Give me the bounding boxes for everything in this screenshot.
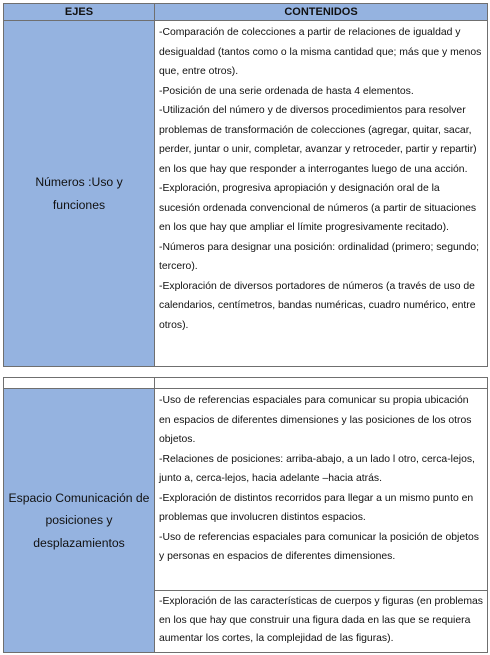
contenido-item: -Exploración de las características de cuerpos y figuras (en problemas en los que hay que construir una figura dada en las que se requiera aumentar los cortes, la complejidad de las figuras). <box>159 596 483 644</box>
contenido-item: -Uso de referencias espaciales para comunicar su propia ubicación en espacios de diferentes dimensiones y las posiciones de los otros objetos. <box>159 395 472 445</box>
contenido-item: -Comparación de colecciones a partir de relaciones de igualdad y desigualdad (tantos como o la misma cantidad que; más que y menos que, entre otros). <box>159 27 482 77</box>
contenido-item: -Uso de referencias espaciales para comunicar la posición de objetos y personas en espacios de diferentes dimensiones. <box>159 531 479 562</box>
table-espacio <box>3 377 488 653</box>
spacer-cell <box>155 378 488 389</box>
table-spacer-row <box>4 378 488 389</box>
contenidos-numeros <box>155 21 488 367</box>
contenido-item: -Posición de una serie ordenada de hasta 4 elementos. <box>159 85 414 97</box>
header-contenidos: CONTENIDOS <box>155 4 488 21</box>
contenido-item: -Exploración de distintos recorridos para llegar a un mismo punto en problemas que involucren distintos espacios. <box>159 492 474 523</box>
contenido-item: -Exploración de diversos portadores de números (a través de uso de calendarios, centímetros, bandas numéricas, cuadro numérico, entre otros). <box>159 280 476 331</box>
table-row <box>4 389 488 591</box>
table-numeros <box>3 3 488 367</box>
contenidos-espacio <box>155 389 488 591</box>
table-header-row <box>4 4 488 21</box>
eje-espacio: Espacio Comunicación de posiciones y desplazamientos <box>4 389 155 653</box>
contenido-item: -Números para designar una posición: ordinalidad (primero; segundo; tercero). <box>159 241 479 272</box>
contenido-item: -Relaciones de posiciones: arriba-abajo, a un lado l otro, cerca-lejos, junto a, cerca-lejos, hacia adelante –hacia atrás. <box>159 453 475 484</box>
spacer-cell <box>4 378 155 389</box>
table-row <box>4 21 488 367</box>
contenido-item: -Utilización del número y de diversos procedimientos para resolver problemas de transformación de colecciones (agregar, quitar, sacar, perder, juntar o unir, completar, avanzar y retroceder, partir y repartir) en los que hay que responder a interrogantes luego de una acción. <box>159 105 477 175</box>
header-ejes: EJES <box>4 4 155 21</box>
contenido-item: -Exploración, progresiva apropiación y designación oral de la sucesión ordenada convencional de números (a partir de situaciones en los que hay que ampliar el límite progresivamente recitado). <box>159 183 477 233</box>
eje-numeros: Números :Uso y funciones <box>4 21 155 367</box>
contenidos-cuerpos-figuras <box>155 591 488 653</box>
